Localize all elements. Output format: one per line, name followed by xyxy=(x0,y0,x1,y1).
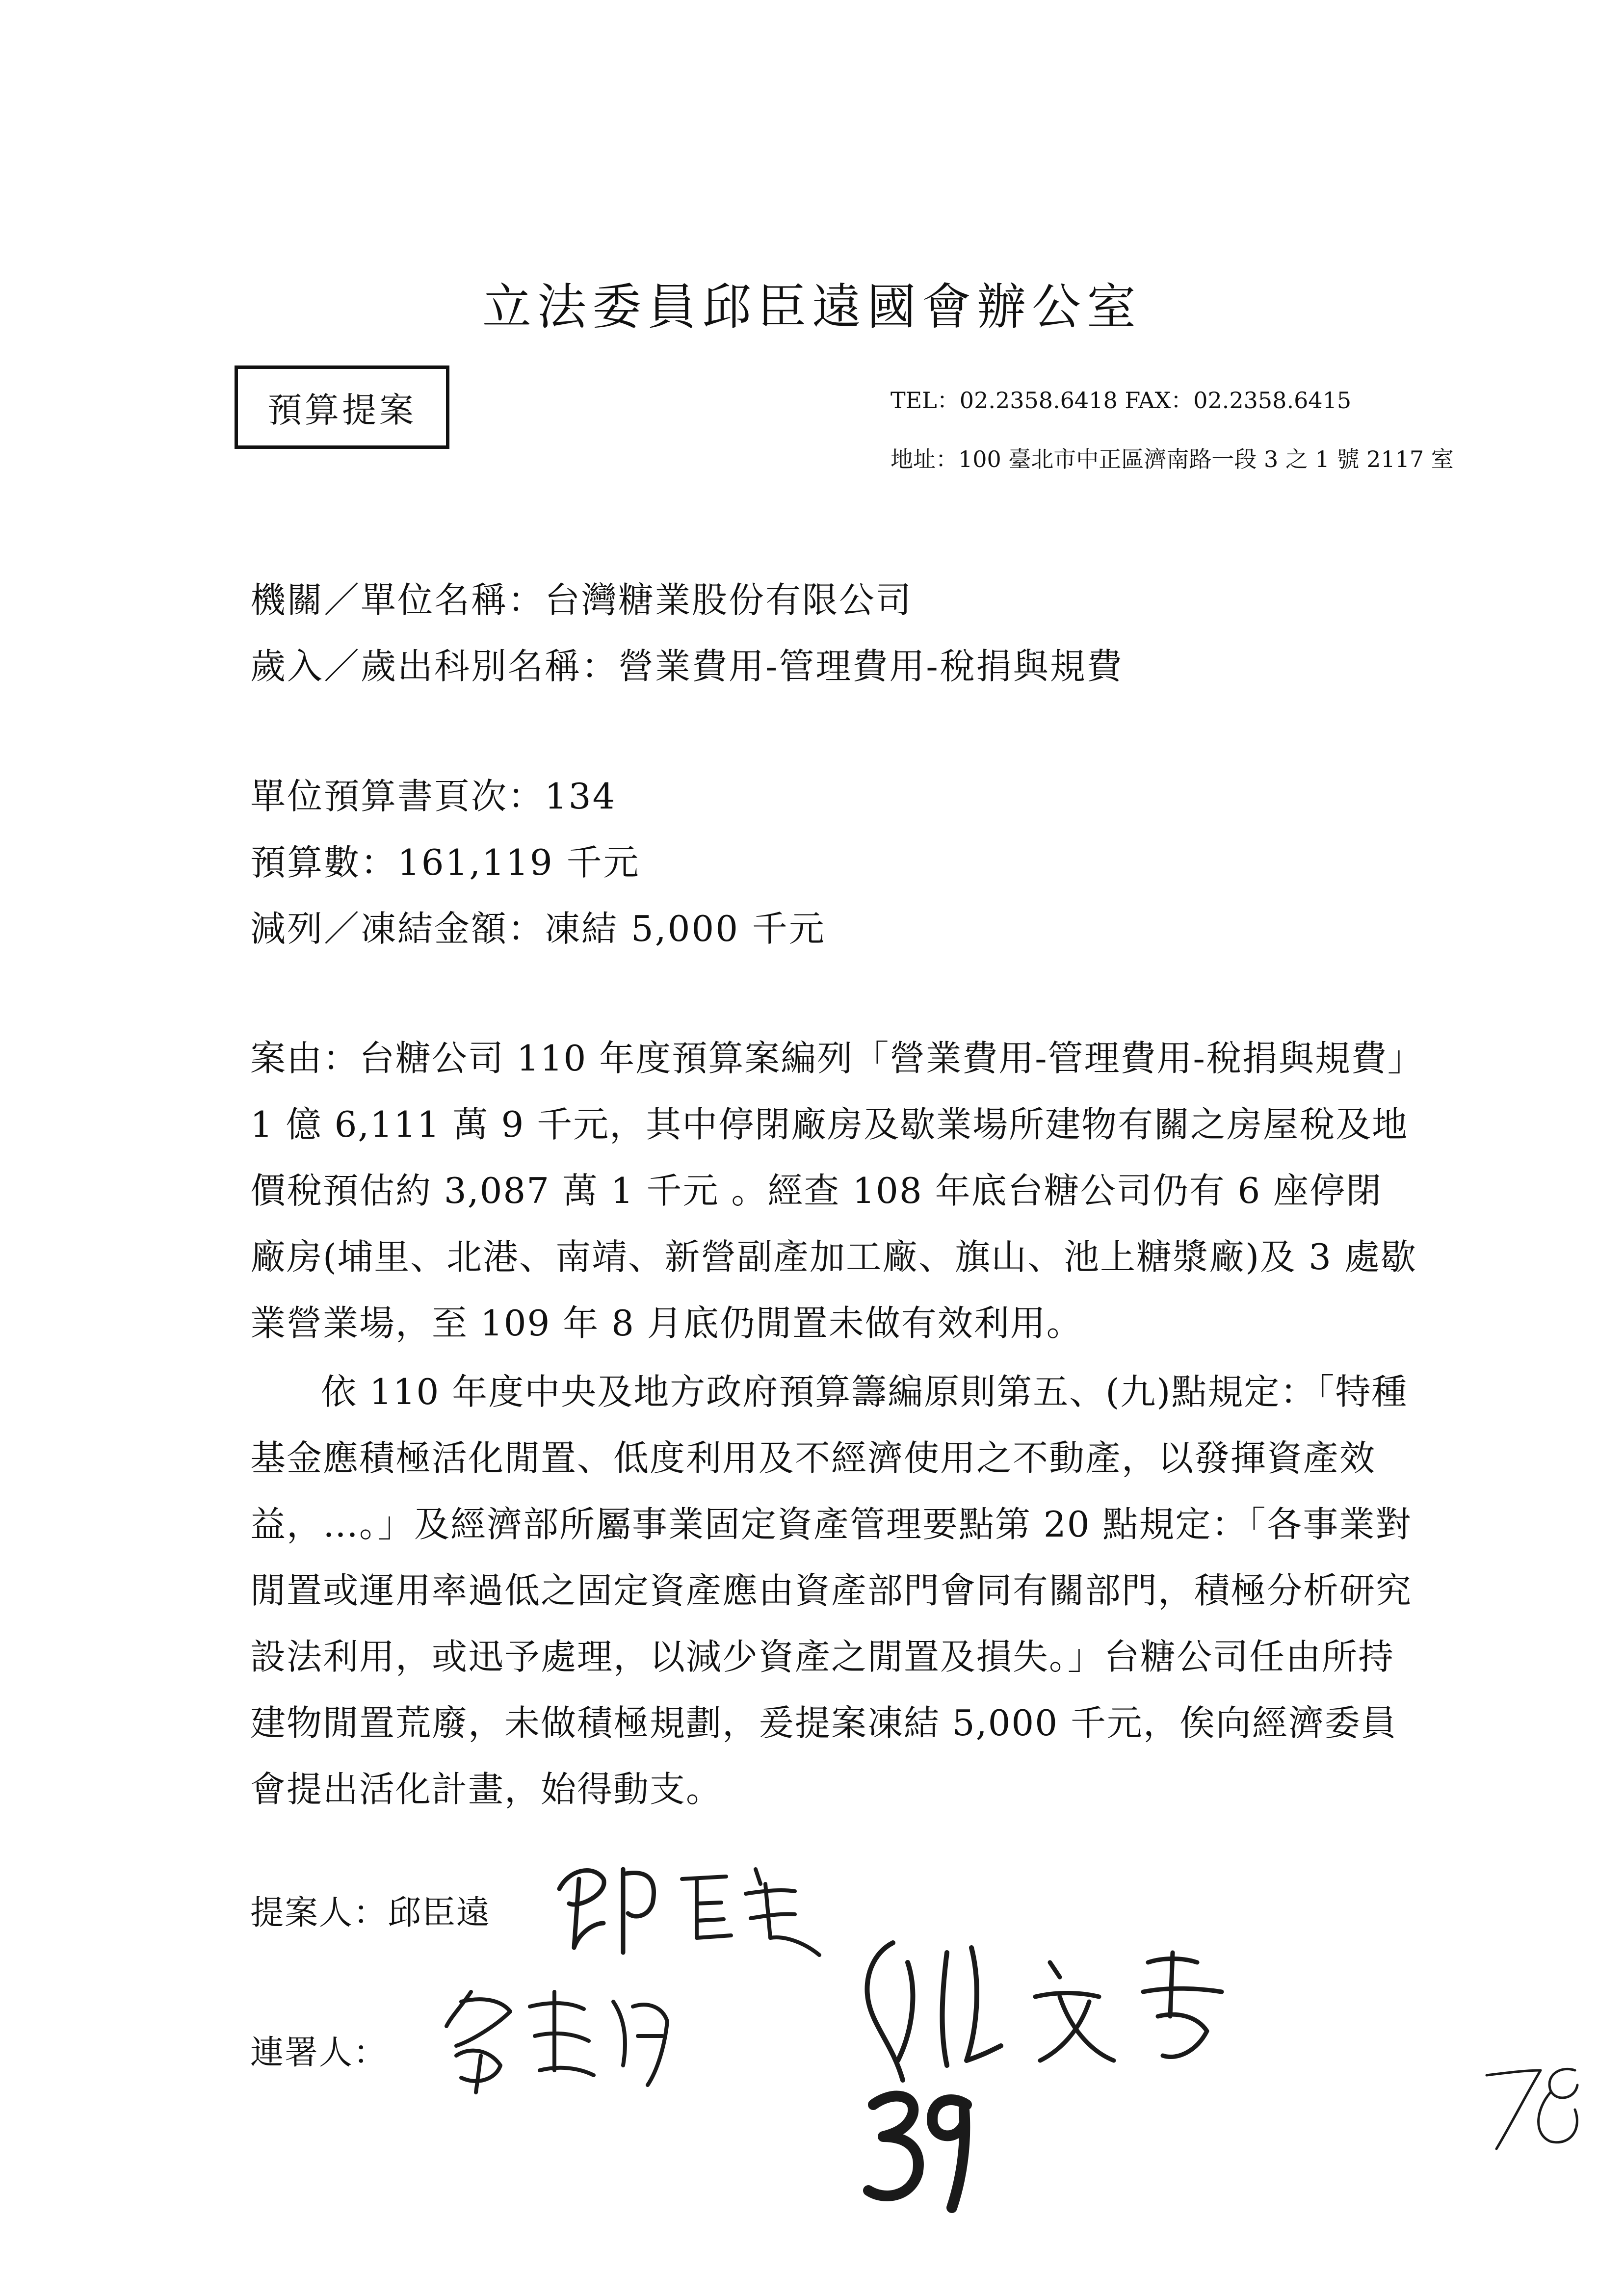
contact-tel-fax: TEL：02.2358.6418 FAX：02.2358.6415 xyxy=(891,387,1352,414)
cosigner-label: 連署人： xyxy=(250,2034,388,2072)
field-agency: 機關／單位名稱：台灣糖業股份有限公司 xyxy=(250,579,913,621)
document-type-box xyxy=(235,365,449,449)
office-title: 立法委員邱臣遠國會辦公室 xyxy=(482,278,1142,336)
document-type-label: 預算提案 xyxy=(267,390,417,430)
field-account: 歲入／歲出科別名稱：營業費用-管理費用-稅捐與規費 xyxy=(250,646,1124,687)
contact-address: 地址：100 臺北市中正區濟南路一段 3 之 1 號 2117 室 xyxy=(891,446,1454,472)
paragraph-argument: 依 110 年度中央及地方政府預算籌編原則第五、(九)點規定：「特種基金應積極活化閒置、低度利用及不經濟使用之不動產，以發揮資產效益，…。」及經濟部所屬事業固定資產管理要點第 20 點規定：「各事業對閒置或運用率過低之固定資產應由資產部門會同有關部門，積極分析研究設法利用，或迅予處理，以減少資產之閒置及損失。」台糖公司任由所持建物閒置荒廢，未做積極規劃，爰提案凍結 5,000 千元，俟向經濟委員會提出活化計畫，始得動支。 xyxy=(250,1371,1413,1810)
paragraph-reason: 案由：台糖公司 110 年度預算案編列「營業費用-管理費用-稅捐與規費」1 億 6,111 萬 9 千元，其中停閉廠房及歇業場所建物有關之房屋稅及地價稅預估約 3,087 萬 1 千元 。經查 108 年底台糖公司仍有 6 座停閉廠房(埔里、北港、南靖、新營副產加工廠、旗山、池上糖漿廠)及 3 處歇業營業場，至 109 年 8 月底仍閒置未做有效利用。 xyxy=(250,1038,1417,1344)
cosigner-signature-2 xyxy=(854,1933,1236,2090)
field-page-ref: 單位預算書頁次：134 xyxy=(250,776,617,817)
field-cut-freeze: 減列／凍結金額：凍結 5,000 千元 xyxy=(250,908,826,949)
cosigner-signature-1 xyxy=(442,1972,687,2100)
proposer-label: 提案人：邱臣遠 xyxy=(250,1894,491,1932)
field-budget-amount: 預算數：161,119 千元 xyxy=(250,842,640,883)
handwritten-page-number xyxy=(864,2085,981,2213)
handwritten-corner-number xyxy=(1477,2056,1595,2154)
proposer-signature xyxy=(550,1850,824,1972)
